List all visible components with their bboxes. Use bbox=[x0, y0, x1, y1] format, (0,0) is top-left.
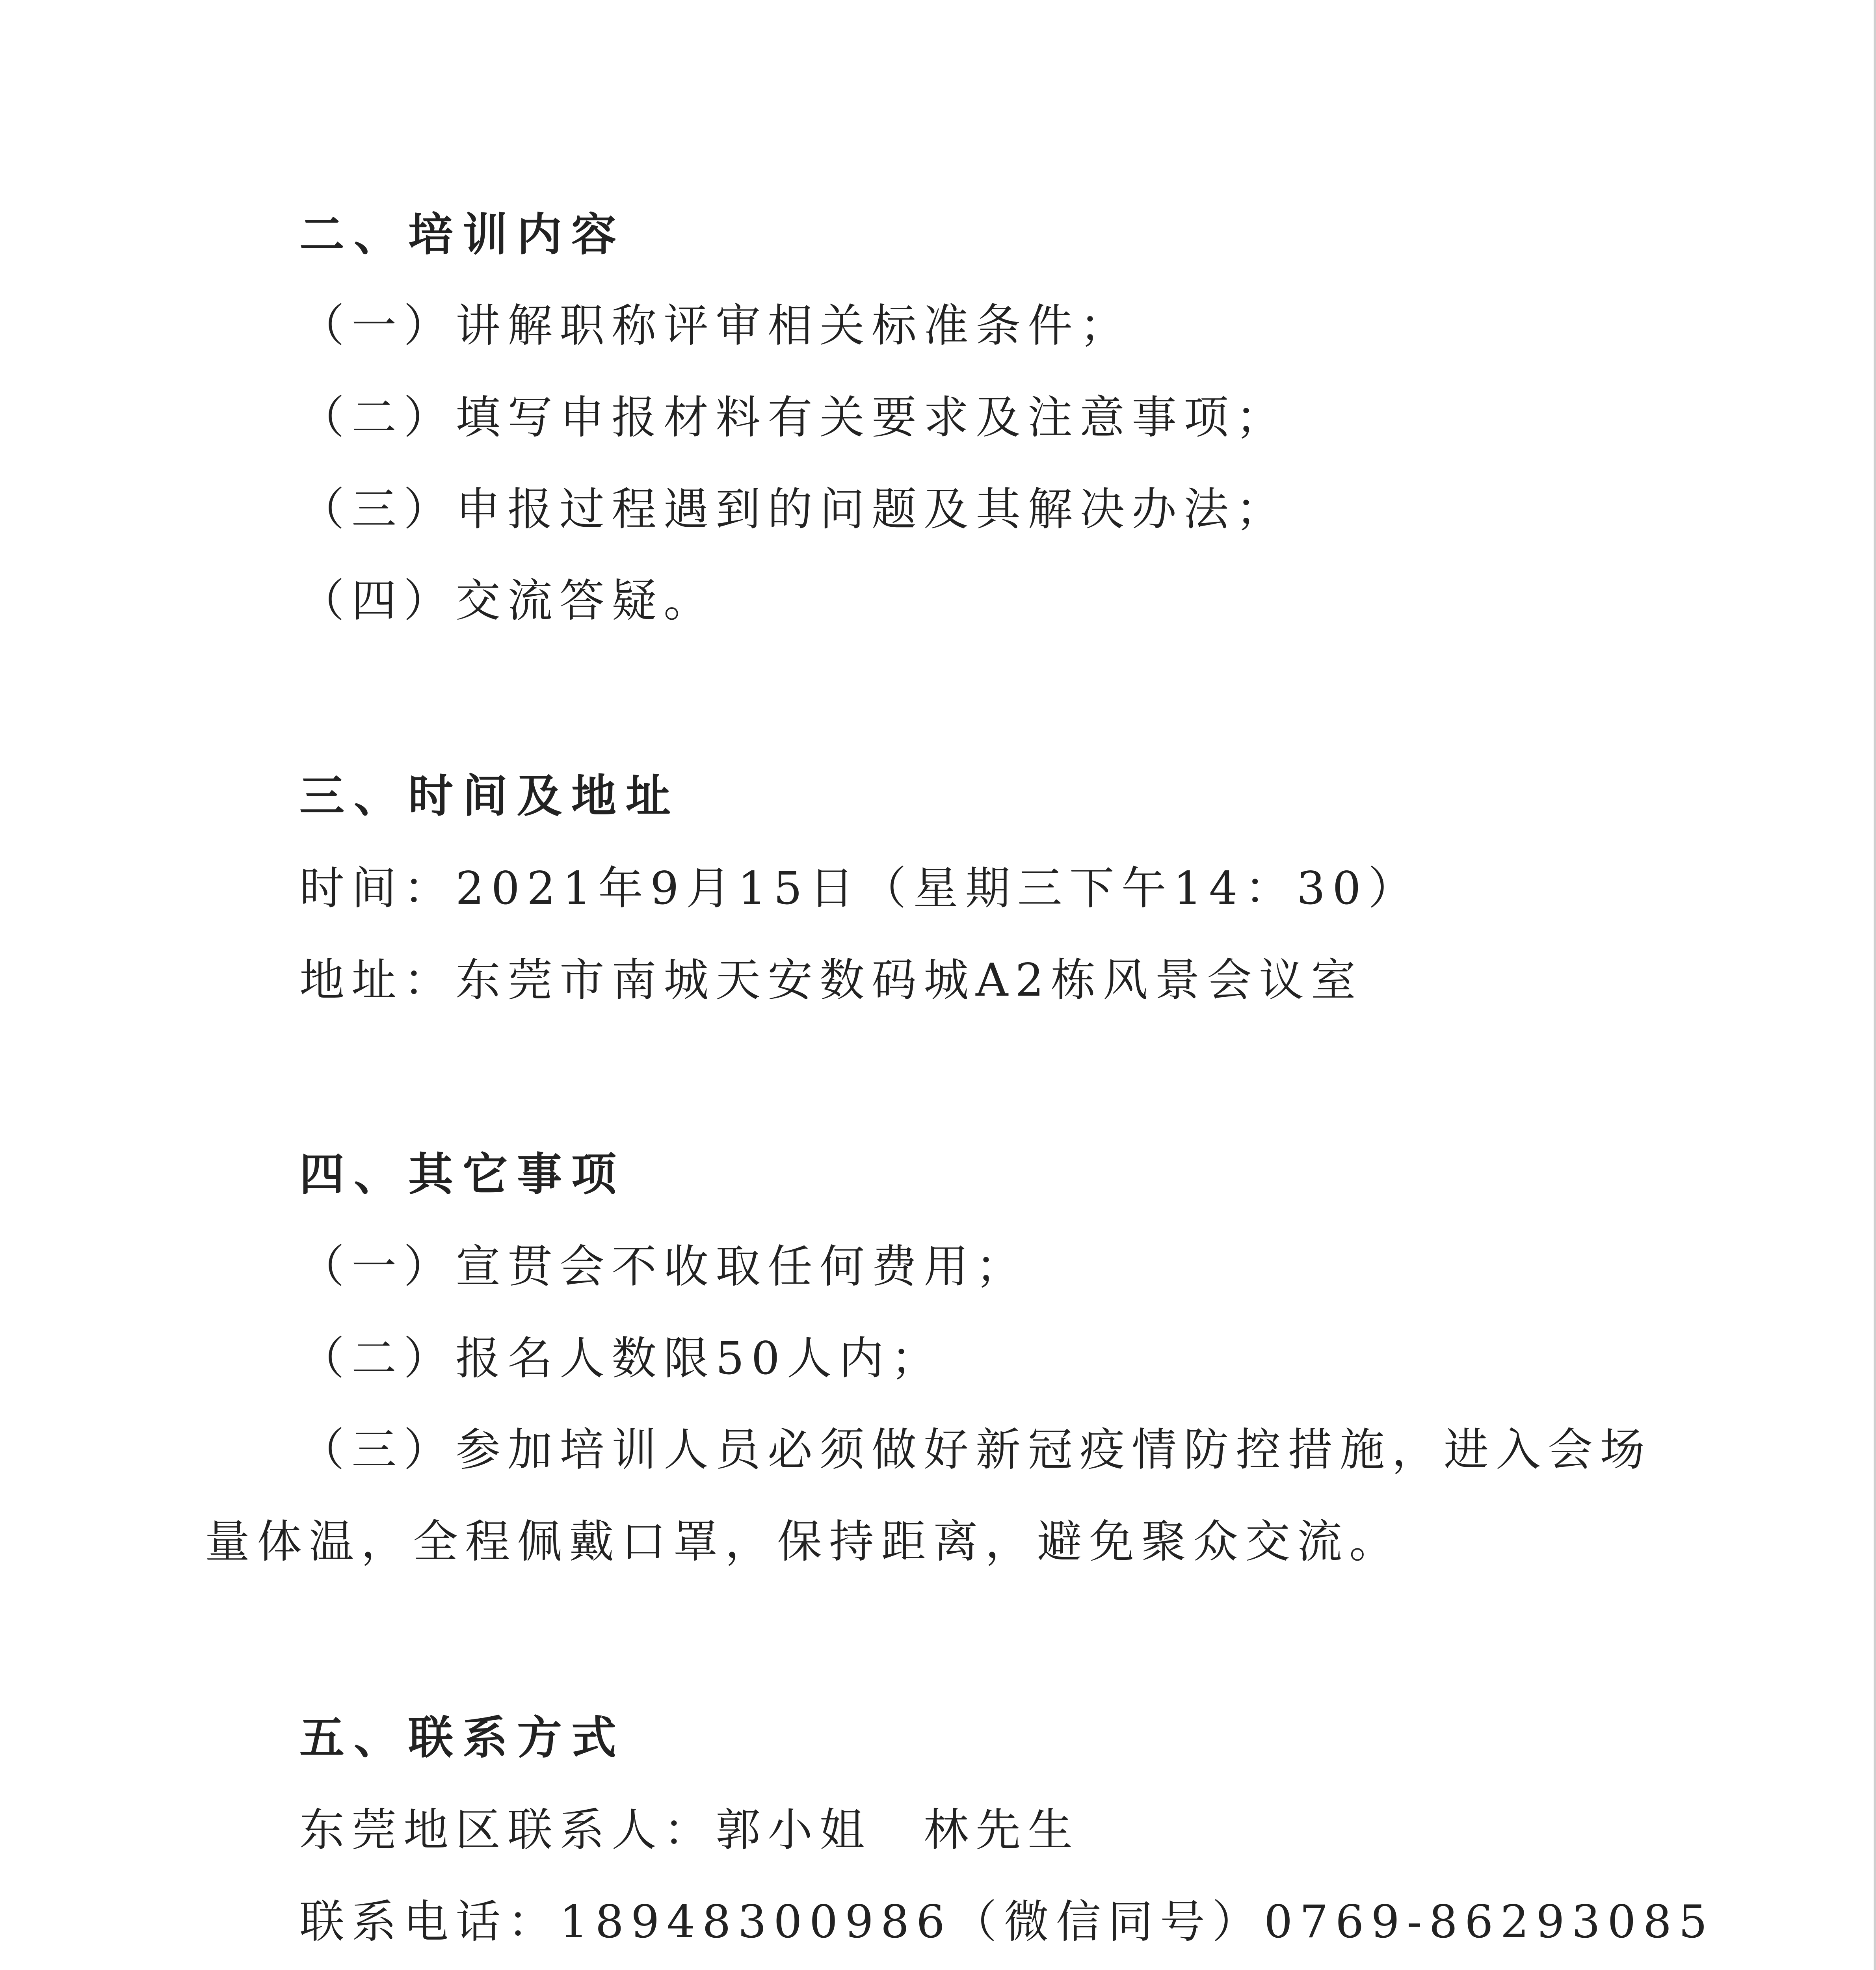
training-item-3: （三）申报过程遇到的问题及其解决办法； bbox=[299, 483, 1288, 535]
other-item-3-continued: 量体温，全程佩戴口罩，保持距离，避免聚众交流。 bbox=[205, 1515, 1402, 1568]
training-item-4: （四）交流答疑。 bbox=[299, 574, 716, 627]
event-address: 地址：东莞市南城天安数码城A2栋风景会议室 bbox=[299, 954, 1363, 1006]
other-item-3: （三）参加培训人员必须做好新冠疫情防控措施，进入会场 bbox=[299, 1424, 1652, 1476]
event-time: 时间：2021年9月15日（星期三下午14：30） bbox=[299, 862, 1420, 914]
section-heading-other: 四、其它事项 bbox=[299, 1148, 626, 1201]
section-heading-time-place: 三、时间及地址 bbox=[299, 769, 680, 822]
dongguan-phone: 联系电话：18948300986（微信同号）0769-86293085 bbox=[299, 1896, 1714, 1948]
section-heading-training: 二、培训内容 bbox=[299, 208, 626, 261]
other-item-2: （二）报名人数限50人内； bbox=[299, 1332, 943, 1385]
training-item-2: （二）填写申报材料有关要求及注意事项； bbox=[299, 391, 1288, 444]
scan-edge bbox=[1874, 0, 1876, 1970]
training-item-1: （一）讲解职称评审相关标准条件； bbox=[299, 299, 1132, 352]
other-item-1: （一）宣贯会不收取任何费用； bbox=[299, 1240, 1028, 1293]
section-heading-contact: 五、联系方式 bbox=[299, 1711, 626, 1764]
dongguan-contact: 东莞地区联系人：郭小姐 林先生 bbox=[299, 1804, 1080, 1856]
